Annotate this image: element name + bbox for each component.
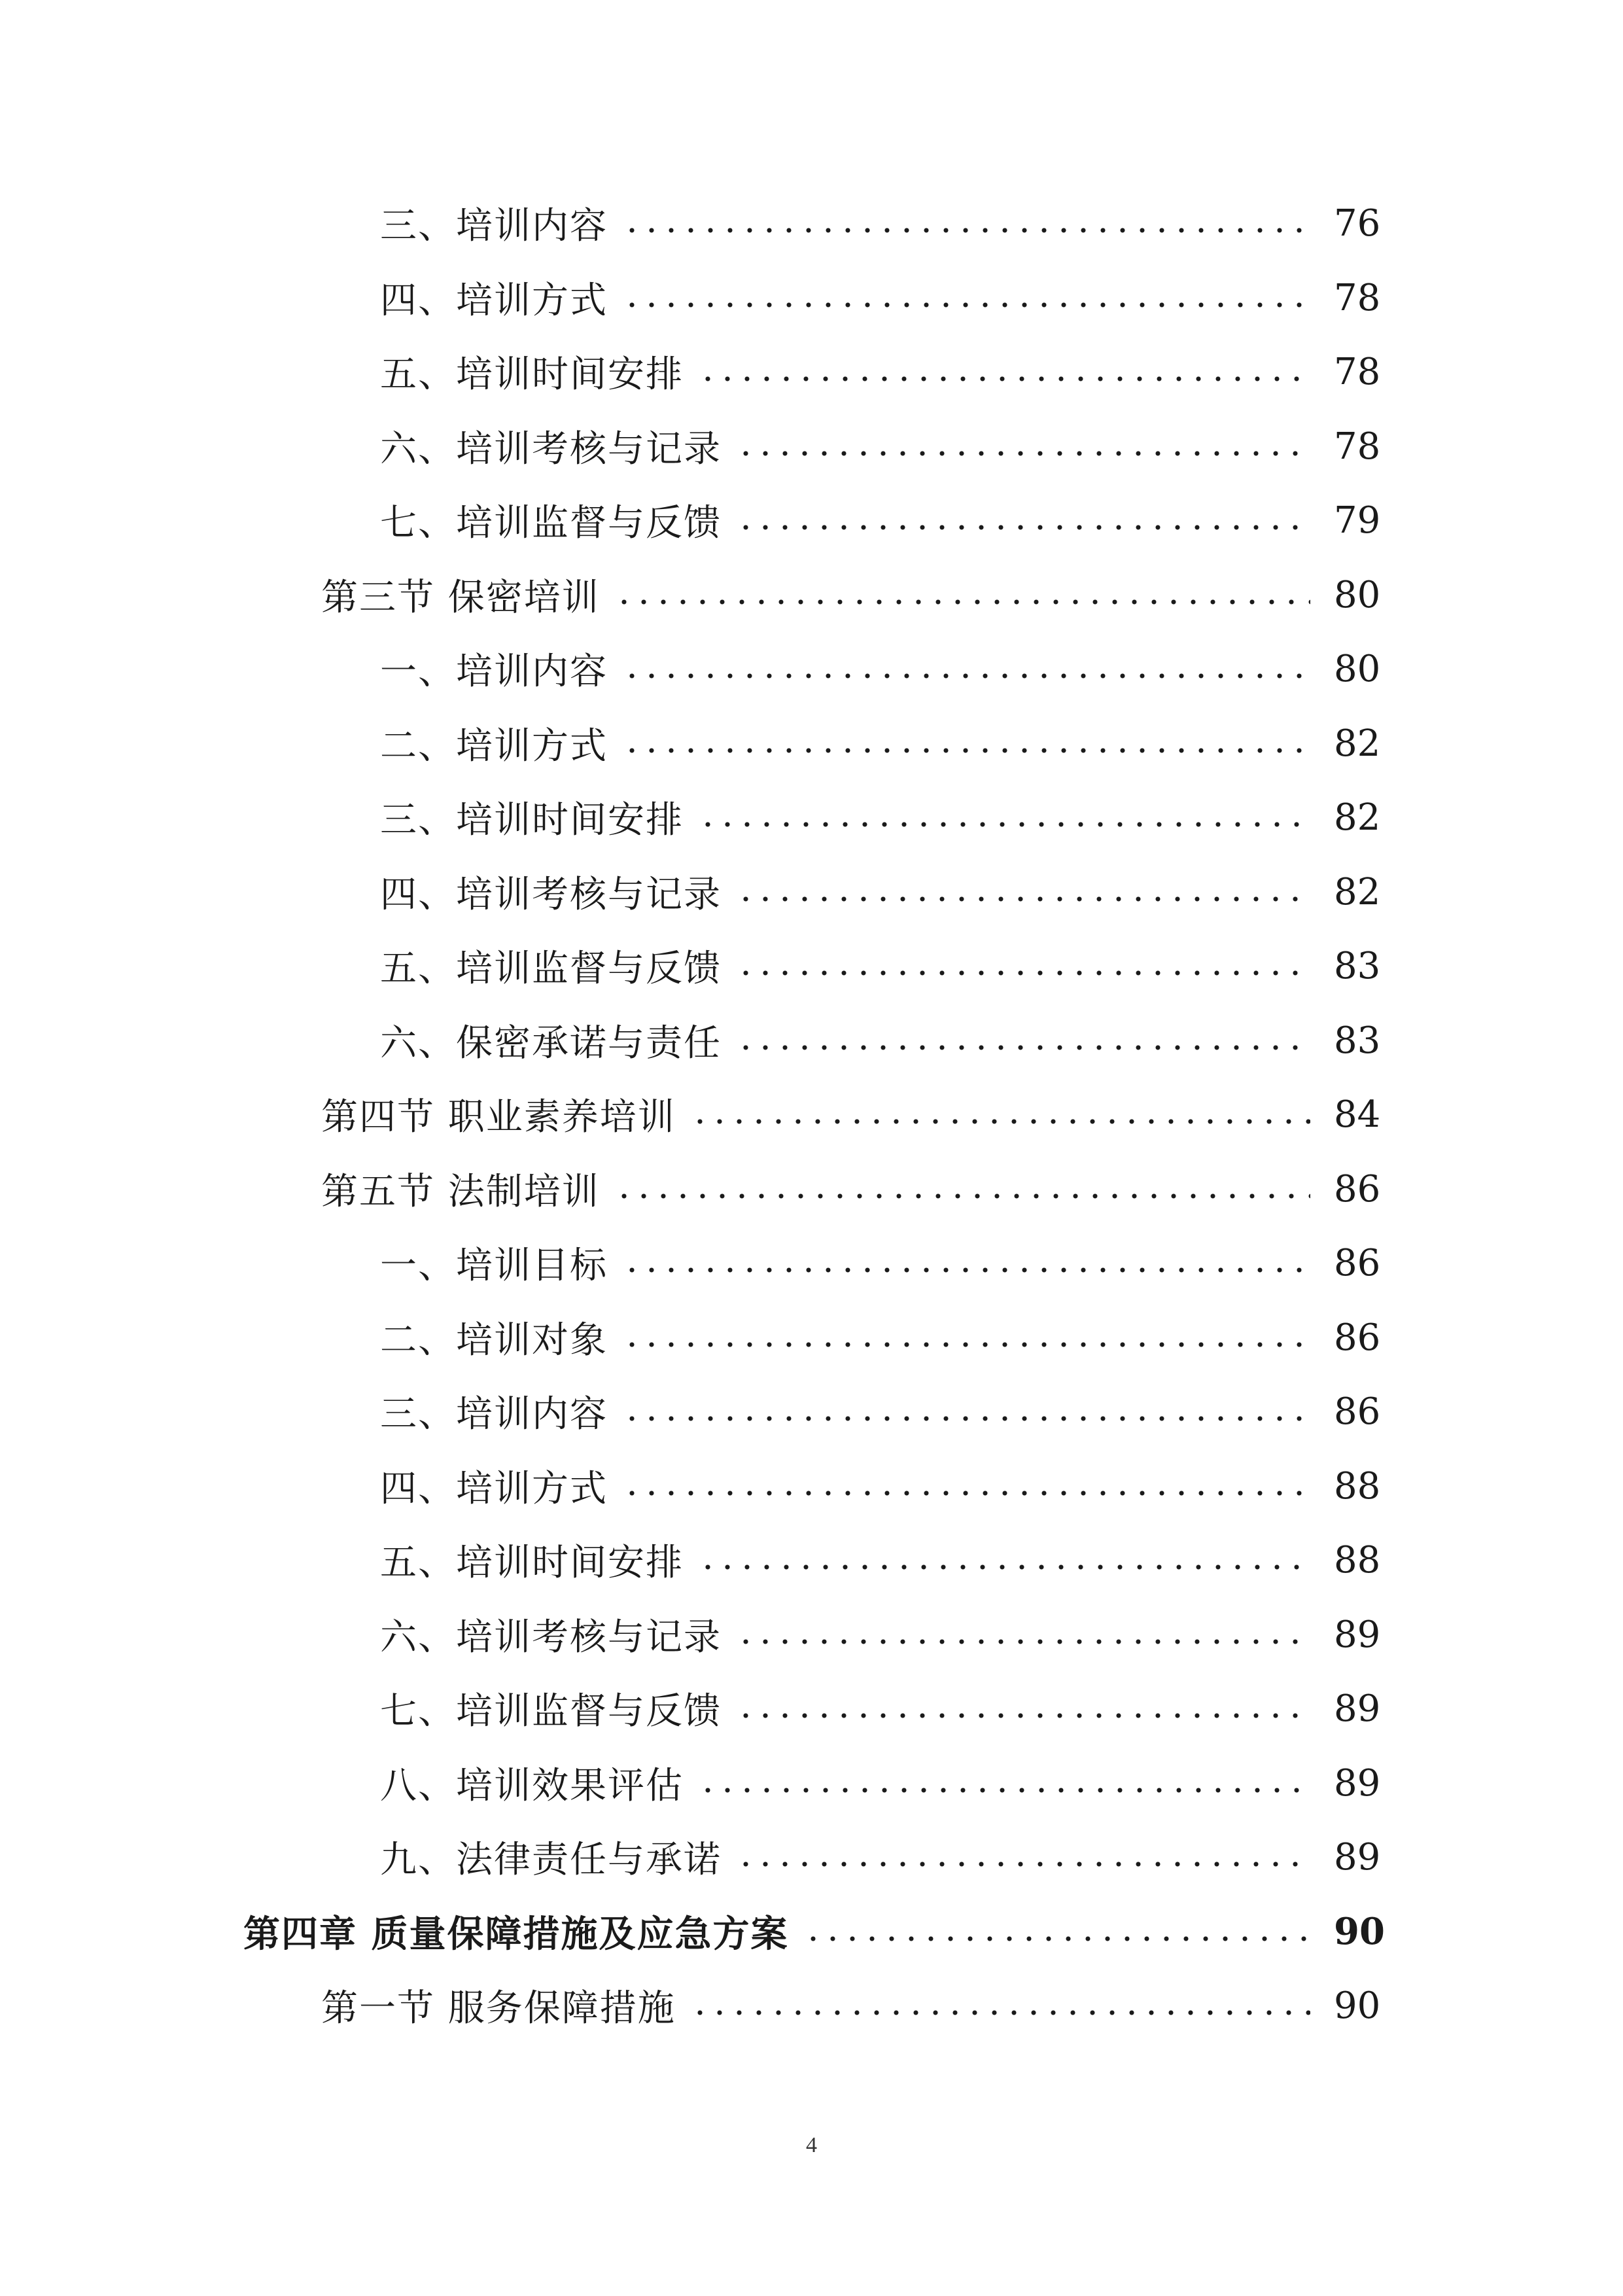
toc-entry[interactable] (0, 1008, 1623, 1073)
toc-entry-title: 四、培训方式 (380, 1468, 608, 1510)
toc-entry-title: 七、培训监督与反馈 (380, 1690, 722, 1733)
toc-entry[interactable] (0, 1750, 1623, 1816)
toc-entry-title: 六、保密承诺与责任 (380, 1022, 722, 1065)
dot-leader (736, 969, 1310, 977)
dot-leader (736, 1712, 1310, 1720)
dot-leader (736, 895, 1310, 903)
toc-entry[interactable] (0, 1305, 1623, 1370)
toc-entry-page: 88 (1334, 1538, 1381, 1581)
dot-leader (690, 1118, 1310, 1125)
toc-entry-title: 第一节 服务保障措施 (321, 1987, 676, 2030)
dot-leader (622, 301, 1310, 309)
toc-entry-page: 83 (1334, 1019, 1381, 1062)
toc-entry-title: 二、培训方式 (380, 725, 608, 768)
toc-entry[interactable] (0, 1082, 1623, 1147)
toc-entry-page: 78 (1334, 276, 1381, 319)
dot-leader (622, 1341, 1310, 1349)
toc-entry[interactable] (0, 859, 1623, 925)
toc-entry[interactable] (0, 1602, 1623, 1667)
toc-entry-title: 八、培训效果评估 (380, 1765, 684, 1807)
toc-entry-title: 第四章 质量保障措施及应急方案 (243, 1913, 789, 1956)
toc-entry-title: 第四节 职业素养培训 (321, 1096, 676, 1139)
toc-entry-title: 七、培训监督与反馈 (380, 502, 722, 544)
toc-entry[interactable] (0, 785, 1623, 850)
toc-entry-page: 78 (1334, 425, 1381, 468)
toc-entry-page: 80 (1334, 573, 1381, 616)
toc-entry-page: 90 (1334, 1910, 1385, 1953)
toc-entry-title: 一、培训内容 (380, 650, 608, 693)
toc-entry[interactable] (0, 562, 1623, 627)
dot-leader (622, 1489, 1310, 1497)
toc-entry-title: 五、培训时间安排 (380, 353, 684, 396)
toc-entry[interactable] (0, 1527, 1623, 1593)
toc-entry[interactable] (0, 339, 1623, 404)
toc-entry[interactable] (0, 1453, 1623, 1519)
dot-leader (736, 450, 1310, 457)
toc-entry-page: 89 (1334, 1835, 1381, 1879)
dot-leader (622, 672, 1310, 680)
toc-entry[interactable] (0, 636, 1623, 701)
toc-entry[interactable] (0, 1156, 1623, 1222)
dot-leader (614, 1192, 1310, 1200)
dot-leader (803, 1935, 1311, 1943)
toc-entry-title: 三、培训内容 (380, 205, 608, 247)
toc-entry-page: 90 (1334, 1984, 1381, 2027)
toc-entry-title: 一、培训目标 (380, 1245, 608, 1287)
toc-entry-title: 六、培训考核与记录 (380, 1616, 722, 1659)
toc-entry[interactable] (0, 1824, 1623, 1890)
toc-entry[interactable] (0, 1973, 1623, 2038)
toc-entry-page: 80 (1334, 647, 1381, 690)
dot-leader (698, 821, 1310, 828)
toc-entry-title: 三、培训时间安排 (380, 799, 684, 841)
toc-entry-page: 83 (1334, 944, 1381, 987)
toc-entry-page: 82 (1334, 796, 1381, 839)
toc-entry[interactable] (0, 487, 1623, 553)
toc-entry-title: 五、培训时间安排 (380, 1542, 684, 1584)
dot-leader (698, 1563, 1310, 1571)
toc-entry[interactable] (0, 711, 1623, 776)
dot-leader (736, 523, 1310, 531)
dot-leader (622, 747, 1310, 754)
toc-entry-page: 88 (1334, 1464, 1381, 1508)
toc-entry-title: 第五节 法制培训 (321, 1171, 600, 1213)
toc-entry-page: 86 (1334, 1241, 1381, 1284)
dot-leader (736, 1860, 1310, 1868)
toc-entry-title: 四、培训方式 (380, 279, 608, 322)
dot-leader (698, 375, 1310, 383)
toc-entry-page: 84 (1334, 1093, 1381, 1136)
toc-entry-title: 三、培训内容 (380, 1393, 608, 1436)
dot-leader (622, 226, 1310, 234)
toc-entry[interactable] (0, 1230, 1623, 1296)
page-number: 4 (806, 2133, 817, 2157)
toc-entry-page: 89 (1334, 1687, 1381, 1730)
toc-entry-title: 二、培训对象 (380, 1319, 608, 1362)
toc-entry-page: 76 (1334, 202, 1381, 245)
toc-entry-page: 78 (1334, 350, 1381, 393)
toc-entry-page: 86 (1334, 1167, 1381, 1210)
toc-entry-page: 86 (1334, 1390, 1381, 1433)
toc-entry[interactable] (0, 190, 1623, 256)
toc-entry-title: 五、培训监督与反馈 (380, 947, 722, 990)
toc-entry-title: 第三节 保密培训 (321, 576, 600, 619)
dot-leader (614, 598, 1310, 606)
dot-leader (736, 1638, 1310, 1646)
toc-entry[interactable] (0, 1379, 1623, 1444)
toc-entry[interactable] (0, 933, 1623, 998)
toc-entry-page: 79 (1334, 499, 1381, 542)
toc-entry-title: 六、培训考核与记录 (380, 428, 722, 470)
toc-entry[interactable] (0, 1676, 1623, 1741)
toc-entry-page: 82 (1334, 870, 1381, 913)
dot-leader (690, 2009, 1310, 2017)
toc-entry-title: 九、法律责任与承诺 (380, 1839, 722, 1881)
dot-leader (622, 1266, 1310, 1274)
toc-entry-page: 89 (1334, 1761, 1381, 1805)
dot-leader (698, 1786, 1310, 1794)
toc-entry-chapter[interactable] (0, 1899, 1623, 1964)
dot-leader (736, 1044, 1310, 1051)
toc-entry-page: 89 (1334, 1613, 1381, 1656)
dot-leader (622, 1415, 1310, 1422)
toc-entry-title: 四、培训考核与记录 (380, 874, 722, 916)
toc-entry-page: 86 (1334, 1316, 1381, 1359)
toc-entry-page: 82 (1334, 722, 1381, 765)
toc-entry[interactable] (0, 265, 1623, 330)
toc-entry[interactable] (0, 414, 1623, 479)
